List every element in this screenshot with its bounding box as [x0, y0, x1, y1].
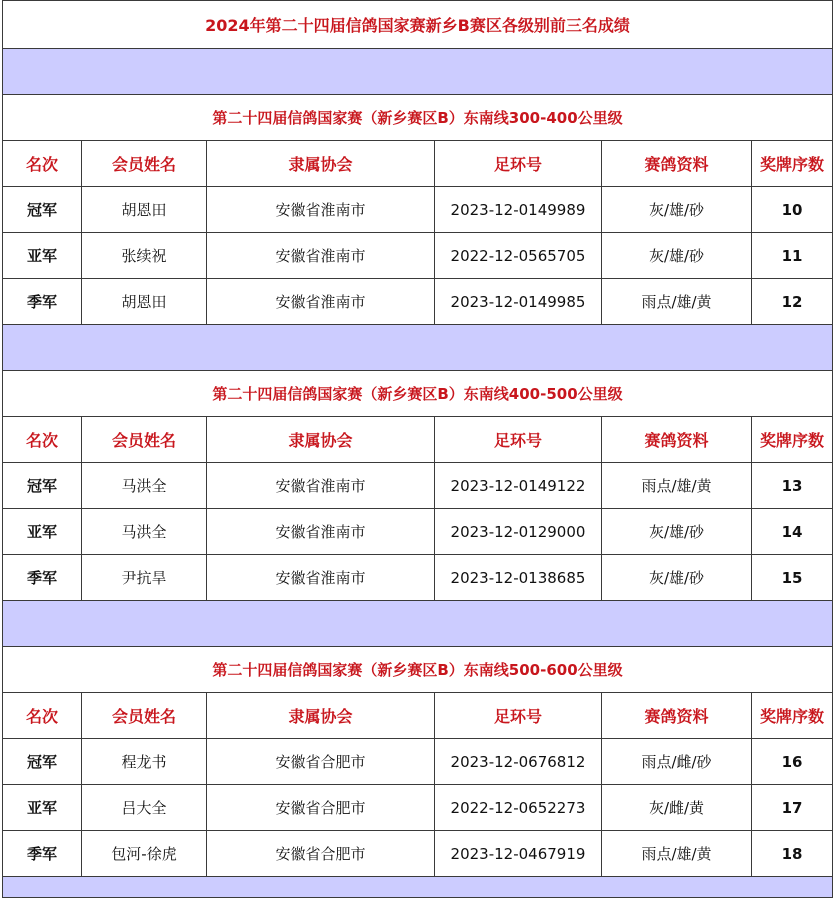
column-header: 会员姓名 [82, 141, 207, 187]
section-spacer-row [3, 325, 833, 371]
medal-number-cell: 17 [752, 785, 833, 831]
spacer-cell [3, 877, 833, 898]
column-header: 会员姓名 [82, 417, 207, 463]
member-name-cell: 包河-徐虎 [82, 831, 207, 877]
column-header: 名次 [3, 141, 82, 187]
association-cell: 安徽省淮南市 [207, 463, 435, 509]
column-header-row [3, 693, 833, 739]
association-cell: 安徽省合肥市 [207, 785, 435, 831]
column-header: 足环号 [435, 141, 602, 187]
pigeon-info-cell: 灰/雌/黄 [602, 785, 752, 831]
column-header: 足环号 [435, 417, 602, 463]
pigeon-info-cell: 雨点/雄/黄 [602, 831, 752, 877]
table-row [3, 509, 833, 555]
medal-number-cell: 18 [752, 831, 833, 877]
member-name-cell: 胡恩田 [82, 187, 207, 233]
table-row [3, 233, 833, 279]
medal-number-cell: 16 [752, 739, 833, 785]
section-title-row [3, 95, 833, 141]
table-row [3, 463, 833, 509]
spacer-cell [3, 325, 833, 371]
pigeon-info-cell: 灰/雄/砂 [602, 233, 752, 279]
rank-cell: 季军 [3, 555, 82, 601]
column-header: 隶属协会 [207, 693, 435, 739]
section-title-row [3, 371, 833, 417]
medal-number-cell: 15 [752, 555, 833, 601]
association-cell: 安徽省合肥市 [207, 831, 435, 877]
column-header: 隶属协会 [207, 141, 435, 187]
rank-cell: 亚军 [3, 509, 82, 555]
ring-number-cell: 2023-12-0129000 [435, 509, 602, 555]
column-header-row [3, 141, 833, 187]
ring-number-cell: 2023-12-0149122 [435, 463, 602, 509]
ring-number-cell: 2022-12-0565705 [435, 233, 602, 279]
rank-cell: 冠军 [3, 187, 82, 233]
spacer-cell [3, 49, 833, 95]
medal-number-cell: 10 [752, 187, 833, 233]
pigeon-info-cell: 灰/雄/砂 [602, 555, 752, 601]
table-row [3, 831, 833, 877]
column-header: 名次 [3, 693, 82, 739]
member-name-cell: 程龙书 [82, 739, 207, 785]
column-header: 会员姓名 [82, 693, 207, 739]
association-cell: 安徽省淮南市 [207, 555, 435, 601]
spacer-cell [3, 601, 833, 647]
association-cell: 安徽省淮南市 [207, 187, 435, 233]
ring-number-cell: 2023-12-0149989 [435, 187, 602, 233]
rank-cell: 季军 [3, 831, 82, 877]
pigeon-info-cell: 灰/雄/砂 [602, 187, 752, 233]
ring-number-cell: 2022-12-0652273 [435, 785, 602, 831]
section-spacer-row [3, 877, 833, 898]
ring-number-cell: 2023-12-0138685 [435, 555, 602, 601]
table-row [3, 555, 833, 601]
column-header: 赛鸽资料 [602, 417, 752, 463]
pigeon-info-cell: 雨点/雌/砂 [602, 739, 752, 785]
pigeon-info-cell: 雨点/雄/黄 [602, 463, 752, 509]
member-name-cell: 马洪全 [82, 509, 207, 555]
results-table [2, 0, 833, 898]
column-header-row [3, 417, 833, 463]
medal-number-cell: 14 [752, 509, 833, 555]
table-row [3, 279, 833, 325]
medal-number-cell: 13 [752, 463, 833, 509]
section-title: 第二十四届信鸽国家赛（新乡赛区B）东南线400-500公里级 [3, 371, 833, 417]
pigeon-info-cell: 雨点/雄/黄 [602, 279, 752, 325]
column-header: 奖牌序数 [752, 693, 833, 739]
section-spacer-row [3, 601, 833, 647]
member-name-cell: 马洪全 [82, 463, 207, 509]
member-name-cell: 胡恩田 [82, 279, 207, 325]
table-row [3, 785, 833, 831]
pigeon-info-cell: 灰/雄/砂 [602, 509, 752, 555]
rank-cell: 亚军 [3, 233, 82, 279]
section-spacer-row [3, 49, 833, 95]
table-row [3, 187, 833, 233]
page-title: 2024年第二十四届信鸽国家赛新乡B赛区各级别前三名成绩 [3, 1, 833, 49]
rank-cell: 冠军 [3, 463, 82, 509]
rank-cell: 季军 [3, 279, 82, 325]
association-cell: 安徽省淮南市 [207, 233, 435, 279]
member-name-cell: 尹抗旱 [82, 555, 207, 601]
column-header: 奖牌序数 [752, 417, 833, 463]
association-cell: 安徽省淮南市 [207, 279, 435, 325]
column-header: 赛鸽资料 [602, 141, 752, 187]
rank-cell: 亚军 [3, 785, 82, 831]
main-title-row [3, 1, 833, 49]
association-cell: 安徽省合肥市 [207, 739, 435, 785]
table-row [3, 739, 833, 785]
column-header: 足环号 [435, 693, 602, 739]
column-header: 隶属协会 [207, 417, 435, 463]
association-cell: 安徽省淮南市 [207, 509, 435, 555]
section-title: 第二十四届信鸽国家赛（新乡赛区B）东南线300-400公里级 [3, 95, 833, 141]
section-title: 第二十四届信鸽国家赛（新乡赛区B）东南线500-600公里级 [3, 647, 833, 693]
ring-number-cell: 2023-12-0149985 [435, 279, 602, 325]
column-header: 奖牌序数 [752, 141, 833, 187]
column-header: 赛鸽资料 [602, 693, 752, 739]
section-title-row [3, 647, 833, 693]
medal-number-cell: 12 [752, 279, 833, 325]
member-name-cell: 吕大全 [82, 785, 207, 831]
member-name-cell: 张续祝 [82, 233, 207, 279]
ring-number-cell: 2023-12-0467919 [435, 831, 602, 877]
column-header: 名次 [3, 417, 82, 463]
rank-cell: 冠军 [3, 739, 82, 785]
medal-number-cell: 11 [752, 233, 833, 279]
ring-number-cell: 2023-12-0676812 [435, 739, 602, 785]
